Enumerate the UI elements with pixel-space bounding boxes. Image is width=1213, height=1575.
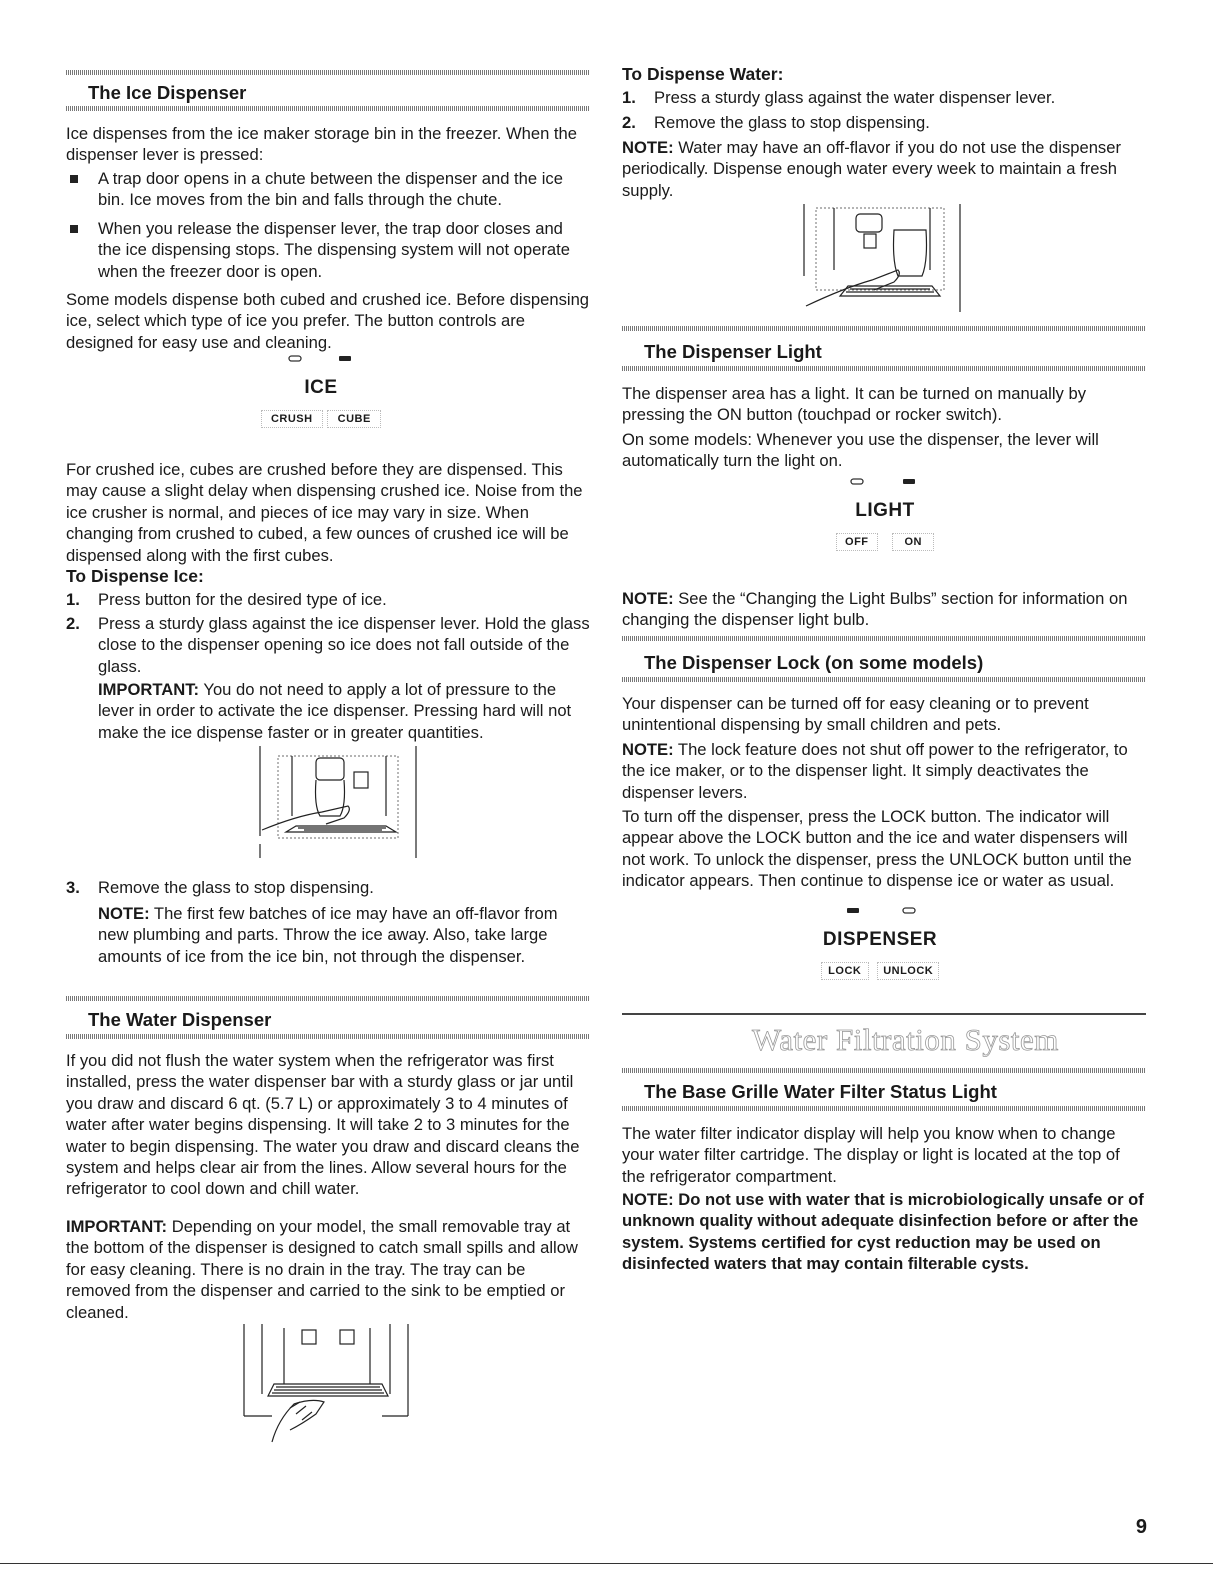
section-divider bbox=[622, 1013, 1146, 1015]
ice-bullet-2: When you release the dispenser lever, the trap door closes and the ice dispensing stops. The dispensing system will not operate when the freezer door is open. bbox=[98, 219, 570, 281]
note-label: NOTE: bbox=[622, 740, 674, 759]
ice-models-text: Some models dispense both cubed and crushed ice. Before dispensing ice, select which type of ice you prefer. The button controls are designed for easy use and cleaning. bbox=[66, 290, 590, 352]
note-label: NOTE: bbox=[98, 904, 150, 923]
cube-button[interactable]: CUBE bbox=[327, 410, 381, 428]
indicator-icon bbox=[256, 352, 386, 370]
light-text-1: The dispenser area has a light. It can be turned on manually by pressing the ON button (touchpad or rocker switch). bbox=[622, 384, 1086, 425]
important-text: Depending on your model, the small removable tray at the bottom of the dispenser is designed to catch small spills and allow for easy cleaning. There is no drain in the tray. The tray can be removed from the dispenser and carried to the sink to be emptied or cleaned. bbox=[66, 1217, 578, 1322]
step-number: 1. bbox=[622, 88, 636, 107]
step-number: 2. bbox=[622, 113, 636, 132]
page-number: 9 bbox=[1135, 1516, 1147, 1538]
ice-important-note bbox=[98, 679, 590, 743]
section-rule bbox=[66, 1034, 590, 1039]
important-label: IMPORTANT: bbox=[98, 680, 200, 699]
section-rule bbox=[622, 1106, 1146, 1111]
water-step-2: Remove the glass to stop dispensing. bbox=[654, 113, 930, 132]
step-number: 3. bbox=[66, 878, 80, 897]
water-dispenser-title: The Water Dispenser bbox=[88, 1009, 272, 1030]
light-on-button[interactable]: ON bbox=[892, 533, 934, 551]
lock-text-1: Your dispenser can be turned off for easy cleaning or to prevent unintentional dispensing by small children and pets. bbox=[622, 694, 1089, 735]
step-number: 1. bbox=[66, 590, 80, 609]
section-rule bbox=[622, 1068, 1146, 1073]
dispense-ice-heading: To Dispense Ice: bbox=[66, 566, 204, 586]
lock-button[interactable]: LOCK bbox=[821, 962, 869, 980]
page-bottom-line bbox=[0, 1563, 1213, 1564]
filter-text: The water filter indicator display will help you know when to change your water filter cartridge. The display or light is located at the top of the refrigerator compartment. bbox=[622, 1124, 1120, 1186]
note-label: NOTE: bbox=[622, 589, 674, 608]
bullet-marker bbox=[70, 175, 78, 183]
section-rule bbox=[66, 70, 590, 75]
light-bulb-note bbox=[622, 588, 1146, 631]
ice-step-1: Press button for the desired type of ice. bbox=[98, 590, 387, 609]
water-dispenser-illustration bbox=[794, 200, 964, 312]
lock-text-2: To turn off the dispenser, press the LOCK button. The indicator will appear above the LOCK button and the ice and water dispensers will not work. To unlock the dispenser, press the UNLOCK button until the indicator appears. Then continue to dispense ice or water as usual. bbox=[622, 807, 1132, 891]
note-text: Water may have an off-flavor if you do not use the dispenser periodically. Dispense enough water every week to maintain a fresh supply. bbox=[622, 138, 1121, 200]
section-rule bbox=[66, 106, 590, 111]
dispense-water-heading: To Dispense Water: bbox=[622, 64, 784, 84]
ice-dispenser-illustration bbox=[256, 746, 426, 858]
ice-first-batch-note bbox=[98, 903, 590, 967]
dispenser-lock-title: The Dispenser Lock (on some models) bbox=[644, 652, 984, 673]
dispenser-light-title: The Dispenser Light bbox=[644, 341, 822, 362]
unlock-button[interactable]: UNLOCK bbox=[877, 962, 939, 980]
section-rule bbox=[622, 366, 1146, 371]
section-rule bbox=[622, 326, 1146, 331]
crushed-ice-text: For crushed ice, cubes are crushed before they are dispensed. This may cause a slight delay when dispensing crushed ice. Noise from the ice crusher is normal, and pieces of ice may vary in size. When changing from crushed to cubed, a few ounces of crushed ice will be dispensed along with the first cubes. bbox=[66, 460, 583, 565]
light-text-2: On some models: Whenever you use the dispenser, the lever will automatically turn the light on. bbox=[622, 430, 1099, 471]
light-control-label: LIGHT bbox=[855, 500, 915, 521]
filter-safety-note: NOTE: Do not use with water that is microbiologically unsafe or of unknown quality without adequate disinfection before or after the system. Systems certified for cyst reduction may be used on disinfected waters that may contain filterable cysts. bbox=[622, 1190, 1144, 1274]
dispenser-control-label: DISPENSER bbox=[822, 929, 938, 950]
note-text: The lock feature does not shut off power to the refrigerator, to the ice maker, or to the dispenser light. It simply deactivates the dispenser levers. bbox=[622, 740, 1128, 802]
step-number: 2. bbox=[66, 614, 80, 633]
water-tray-note bbox=[66, 1216, 590, 1323]
section-rule bbox=[66, 996, 590, 1001]
ice-bullet-1: A trap door opens in a chute between the dispenser and the ice bin. Ice moves from the bin and falls through the chute. bbox=[98, 169, 563, 210]
crush-button[interactable]: CRUSH bbox=[261, 410, 323, 428]
important-text: You do not need to apply a lot of pressure to the lever in order to activate the ice dispenser. Pressing hard will not make the ice dispense faster or in greater quantities. bbox=[98, 680, 572, 742]
note-text: The first few batches of ice may have an off-flavor from new plumbing and parts. Throw the ice away. Also, take large amounts of ice from the ice bin, not through the dispenser. bbox=[98, 904, 558, 966]
important-label: IMPORTANT: bbox=[66, 1217, 168, 1236]
section-rule bbox=[622, 677, 1146, 682]
filtration-banner: Water Filtration System bbox=[752, 1022, 1059, 1057]
dispenser-control-panel bbox=[810, 904, 950, 980]
bullet-marker bbox=[70, 225, 78, 233]
ice-control-panel bbox=[256, 352, 386, 428]
water-flush-text: If you did not flush the water system when the refrigerator was first installed, press the water dispenser bar with a sturdy glass or jar until you draw and discard 6 qt. (5.7 L) or approximately 3 to 4 minutes of water after water begins dispensing. It will take 2 to 3 minutes for the water to begin dispensing. The water you draw and discard cleans the system and helps clear air from the lines. Allow several hours for the refrigerator to cool down and chill water. bbox=[66, 1051, 580, 1199]
light-control-panel bbox=[820, 475, 950, 551]
ice-control-label: ICE bbox=[304, 377, 338, 398]
note-label: NOTE: bbox=[622, 138, 674, 157]
note-text: See the “Changing the Light Bulbs” section for information on changing the dispenser light bulb. bbox=[622, 589, 1128, 630]
water-step-1: Press a sturdy glass against the water dispenser lever. bbox=[654, 88, 1056, 107]
ice-step-3: Remove the glass to stop dispensing. bbox=[98, 878, 374, 897]
indicator-icon bbox=[820, 475, 950, 493]
drip-tray-illustration bbox=[242, 1324, 412, 1446]
filter-status-title: The Base Grille Water Filter Status Light bbox=[644, 1081, 997, 1102]
section-rule bbox=[622, 636, 1146, 641]
indicator-icon bbox=[810, 904, 950, 922]
lock-power-note bbox=[622, 739, 1146, 803]
ice-intro-text: Ice dispenses from the ice maker storage bin in the freezer. When the dispenser lever is pressed: bbox=[66, 124, 577, 165]
ice-dispenser-title: The Ice Dispenser bbox=[88, 82, 247, 103]
ice-step-2: Press a sturdy glass against the ice dispenser lever. Hold the glass close to the dispenser opening so ice does not fall outside of the glass. bbox=[98, 614, 590, 676]
water-flavor-note bbox=[622, 137, 1146, 201]
light-off-button[interactable]: OFF bbox=[836, 533, 878, 551]
